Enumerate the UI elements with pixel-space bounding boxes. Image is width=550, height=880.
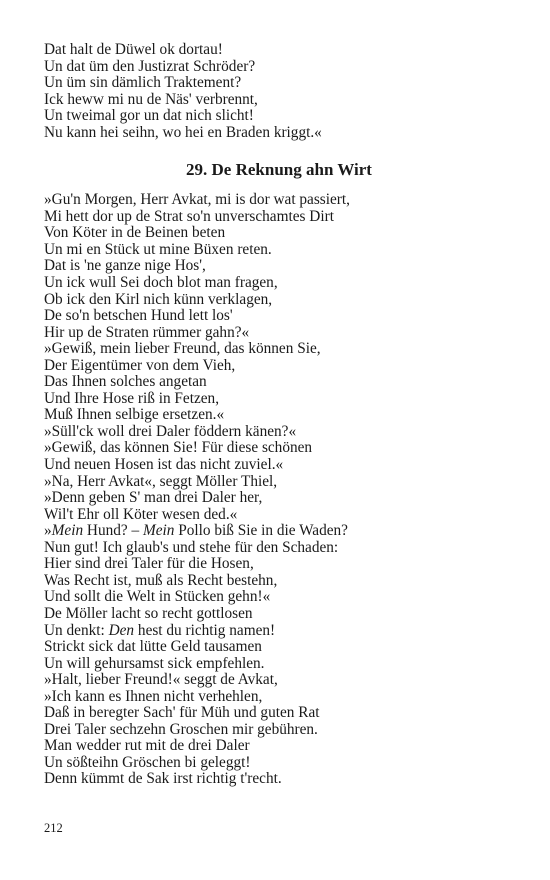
text-run: hest du richtig namen! (134, 621, 276, 639)
text-line: Und neuen Hosen ist das nicht zuviel.« (44, 456, 284, 474)
text-line: Un dat üm den Justizrat Schröder? (44, 57, 256, 75)
text-line: Un will gehursamst sick empfehlen. (44, 654, 265, 672)
text-line: Hir up de Straten rümmer gahn?« (44, 323, 250, 341)
page-body (44, 42, 514, 788)
text-line: Nu kann hei seihn, wo hei en Braden kriggt.« (44, 123, 322, 141)
emphasis-text: Den (108, 621, 135, 639)
text-line: Drei Taler sechzehn Groschen mir gebühren. (44, 720, 318, 738)
page-number: 212 (44, 821, 63, 835)
text-run: Un denkt: (44, 621, 109, 639)
text-line: Ick heww mi nu de Näs' verbrennt, (44, 90, 258, 108)
text-line: Wil't Ehr oll Köter wesen ded.« (44, 505, 238, 523)
text-line: Das Ihnen solches angetan (44, 373, 207, 391)
poem-block (44, 192, 514, 788)
text-line: Und sollt die Welt in Stücken gehn!« (44, 588, 271, 606)
text-line: Un ick wull Sei doch blot man fragen, (44, 274, 278, 292)
text-line: »Na, Herr Avkat«, seggt Möller Thiel, (44, 472, 278, 490)
text-line-den (44, 623, 514, 640)
text-line: De Möller lacht so recht gottlosen (44, 604, 253, 622)
text-line: Von Köter in de Beinen beten (44, 224, 226, 242)
text-line: Muß Ihnen selbige ersetzen.« (44, 406, 225, 424)
text-line: »Gewiß, mein lieber Freund, das können Sie, (44, 340, 321, 358)
poem-end-block (44, 42, 514, 141)
text-line: Dat is 'ne ganze nige Hos', (44, 257, 206, 275)
text-line: »Halt, lieber Freund!« seggt de Avkat, (44, 671, 278, 689)
text-line: Un üm sin dämlich Traktement? (44, 74, 242, 92)
text-line: Denn kümmt de Sak irst richtig t'recht. (44, 770, 282, 788)
text-line: »Gu'n Morgen, Herr Avkat, mi is dor wat passiert, (44, 191, 350, 209)
text-line: Un tweimal gor un dat nich slicht! (44, 107, 254, 125)
text-line: De so'n betschen Hund lett los' (44, 307, 233, 325)
text-line: Dat halt de Düwel ok dortau! (44, 41, 223, 58)
text-line: Was Recht ist, muß als Recht bestehn, (44, 571, 278, 589)
text-line: »Ich kann es Ihnen nicht verhehlen, (44, 687, 263, 705)
emphasis-text: Mein (51, 522, 84, 540)
text-line: »Denn geben S' man drei Daler her, (44, 489, 263, 507)
text-line: Und Ihre Hose riß in Fetzen, (44, 389, 220, 407)
text-line: »Gewiß, das können Sie! Für diese schönen (44, 439, 313, 457)
text-line: Strickt sick dat lütte Geld tausamen (44, 638, 262, 656)
text-line-mein (44, 523, 514, 540)
text-line: Mi hett dor up de Strat so'n unverschamtes Dirt (44, 207, 334, 225)
text-line: Daß in beregter Sach' für Müh und guten Rat (44, 704, 320, 722)
text-line: Ob ick den Kirl nich künn verklagen, (44, 290, 273, 308)
text-line: Hier sind drei Taler für die Hosen, (44, 555, 254, 573)
text-line: Der Eigentümer von dem Vieh, (44, 356, 236, 374)
text-run: Pollo biß Sie in die Waden? (174, 522, 348, 540)
text-run: » (44, 522, 52, 540)
section-title: 29. De Reknung ahn Wirt (186, 160, 372, 180)
text-line: Nun gut! Ich glaub's und stehe für den Schaden: (44, 538, 339, 556)
emphasis-text: Mein (143, 522, 175, 540)
text-run: Hund? – (83, 522, 143, 540)
text-line: Man wedder rut mit de drei Daler (44, 737, 250, 755)
text-line: Un sößteihn Gröschen bi geleggt! (44, 753, 251, 771)
text-line: Un mi en Stück ut mine Büxen reten. (44, 240, 272, 258)
text-line: »Süll'ck woll drei Daler föddern känen?« (44, 422, 297, 440)
